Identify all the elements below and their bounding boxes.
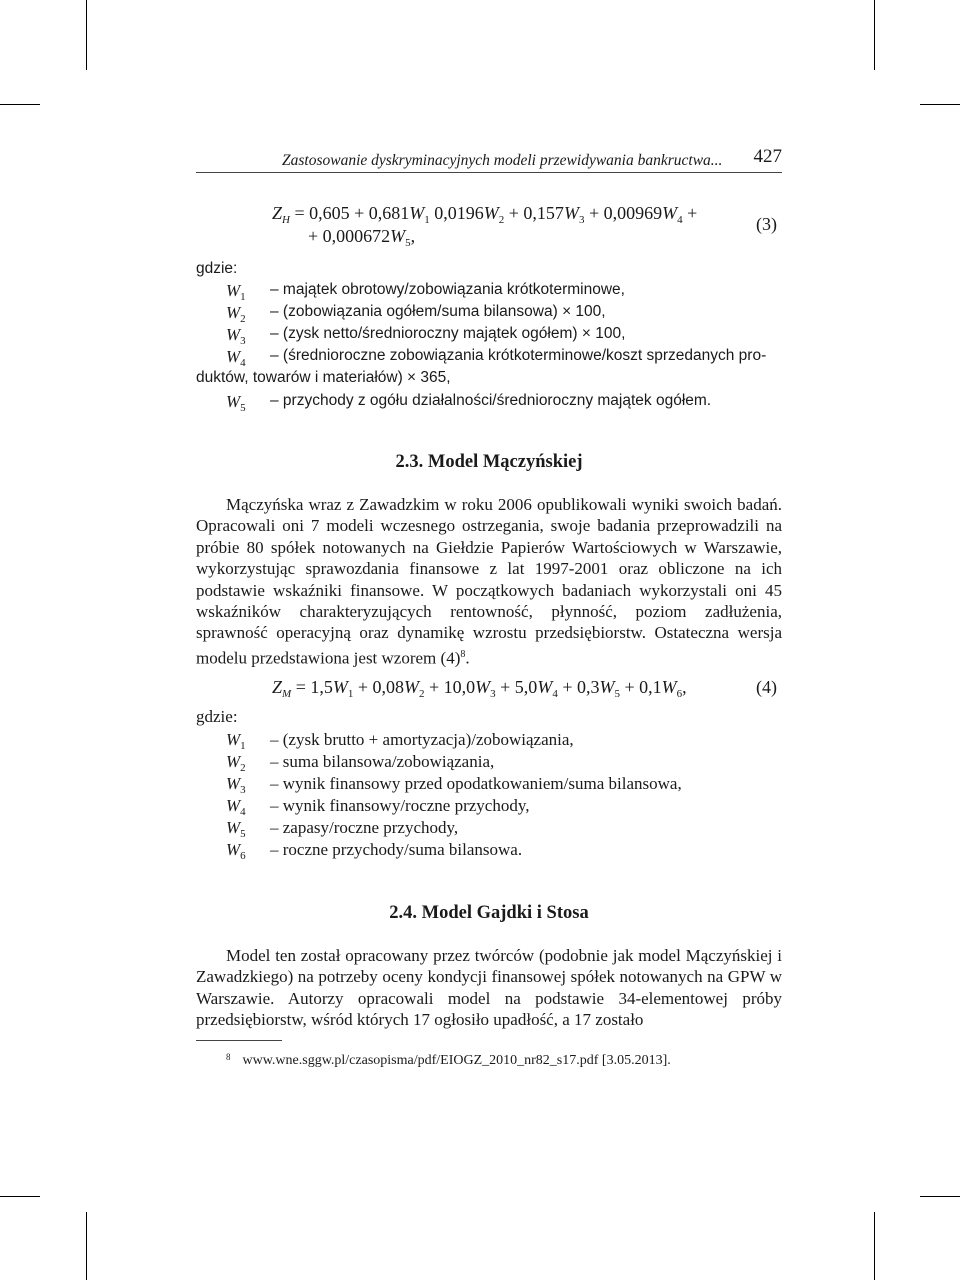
header-rule bbox=[196, 172, 782, 173]
crop-mark bbox=[86, 1212, 87, 1280]
crop-mark bbox=[86, 0, 87, 70]
running-title: Zastosowanie dyskryminacyjnych modeli przewidywania bankructwa... bbox=[282, 152, 723, 169]
crop-mark bbox=[920, 1196, 960, 1197]
crop-mark bbox=[874, 1212, 875, 1280]
crop-mark bbox=[920, 104, 960, 105]
page-header bbox=[196, 146, 782, 172]
footnote-8: $^8$ www.wne.sggw.pl/czasopisma/pdf/EIOGZ_2010_nr82_s17.pdf [3.05.2013]. bbox=[226, 1052, 671, 1068]
equation-3-number: (3) bbox=[756, 214, 777, 234]
equation-3-line-1: $Z_H = 0,605 + 0,681W_1$ $0,0196W_2 + 0,157W_3 + 0,00969W_4$ + bbox=[272, 203, 698, 226]
where-label-2: gdzie: bbox=[196, 707, 238, 726]
section-2-4-paragraph: Model ten został opracowany przez twórców (podobnie jak model Mączyńskiej i Zawadzkiego) na potrzeby oceny kondycji finansowej spółek notowanych na GPW w Warszawie. Autorzy opracowali model na podstawie 34-elementowej próby przedsiębiorstw, wśród których 17 ogłosiło upadłość, a 17 zostało bbox=[196, 946, 782, 1030]
section-2-3-paragraph: Mączyńska wraz z Zawadzkim w roku 2006 opublikowali wyniki swoich badań. Opracowali oni 7 modeli wczesnego ostrzegania, swoje badania przeprowadzili na próbie 80 spółek notowanych na Giełdzie Papierów Wartościowych w Warszawie, wykorzystując sprawozdania finansowe z lat 1997-2001 oraz obliczone na ich podstawie wskaźniki finansowe. W początkowych badaniach wykorzystali oni 45 wskaźników charakteryzujących rentowność, płynność, poziom zadłużenia, sprawność operacyjną oraz dynamikę wzrostu przedsiębiorstw. Ostateczna wersja modelu przedstawiona jest wzorem $(4)^8$. bbox=[196, 495, 782, 668]
section-heading-2-4: 2.4. Model Gajdki i Stosa bbox=[389, 903, 589, 923]
equation-4: $Z_M = 1,5W_1 + 0,08W_2 + 10,0W_3 + 5,0W_4 + 0,3W_5 + 0,1W_6$, bbox=[272, 677, 687, 700]
footnote-ref-8: 8 bbox=[460, 648, 466, 660]
crop-mark bbox=[874, 0, 875, 70]
where-label-1: gdzie: bbox=[196, 260, 238, 277]
crop-mark bbox=[0, 1196, 40, 1197]
definition-w4-continuation: duktów, towarów i materiałów) × 365, bbox=[196, 369, 451, 386]
equation-4-number: (4) bbox=[756, 677, 777, 697]
footnote-rule bbox=[196, 1040, 282, 1041]
crop-mark bbox=[0, 104, 40, 105]
equation-3-line-2: + $0,000672W_5$, bbox=[308, 226, 416, 249]
section-heading-2-3: 2.3. Model Mączyńskiej bbox=[395, 452, 583, 472]
page-number: 427 bbox=[753, 146, 782, 167]
